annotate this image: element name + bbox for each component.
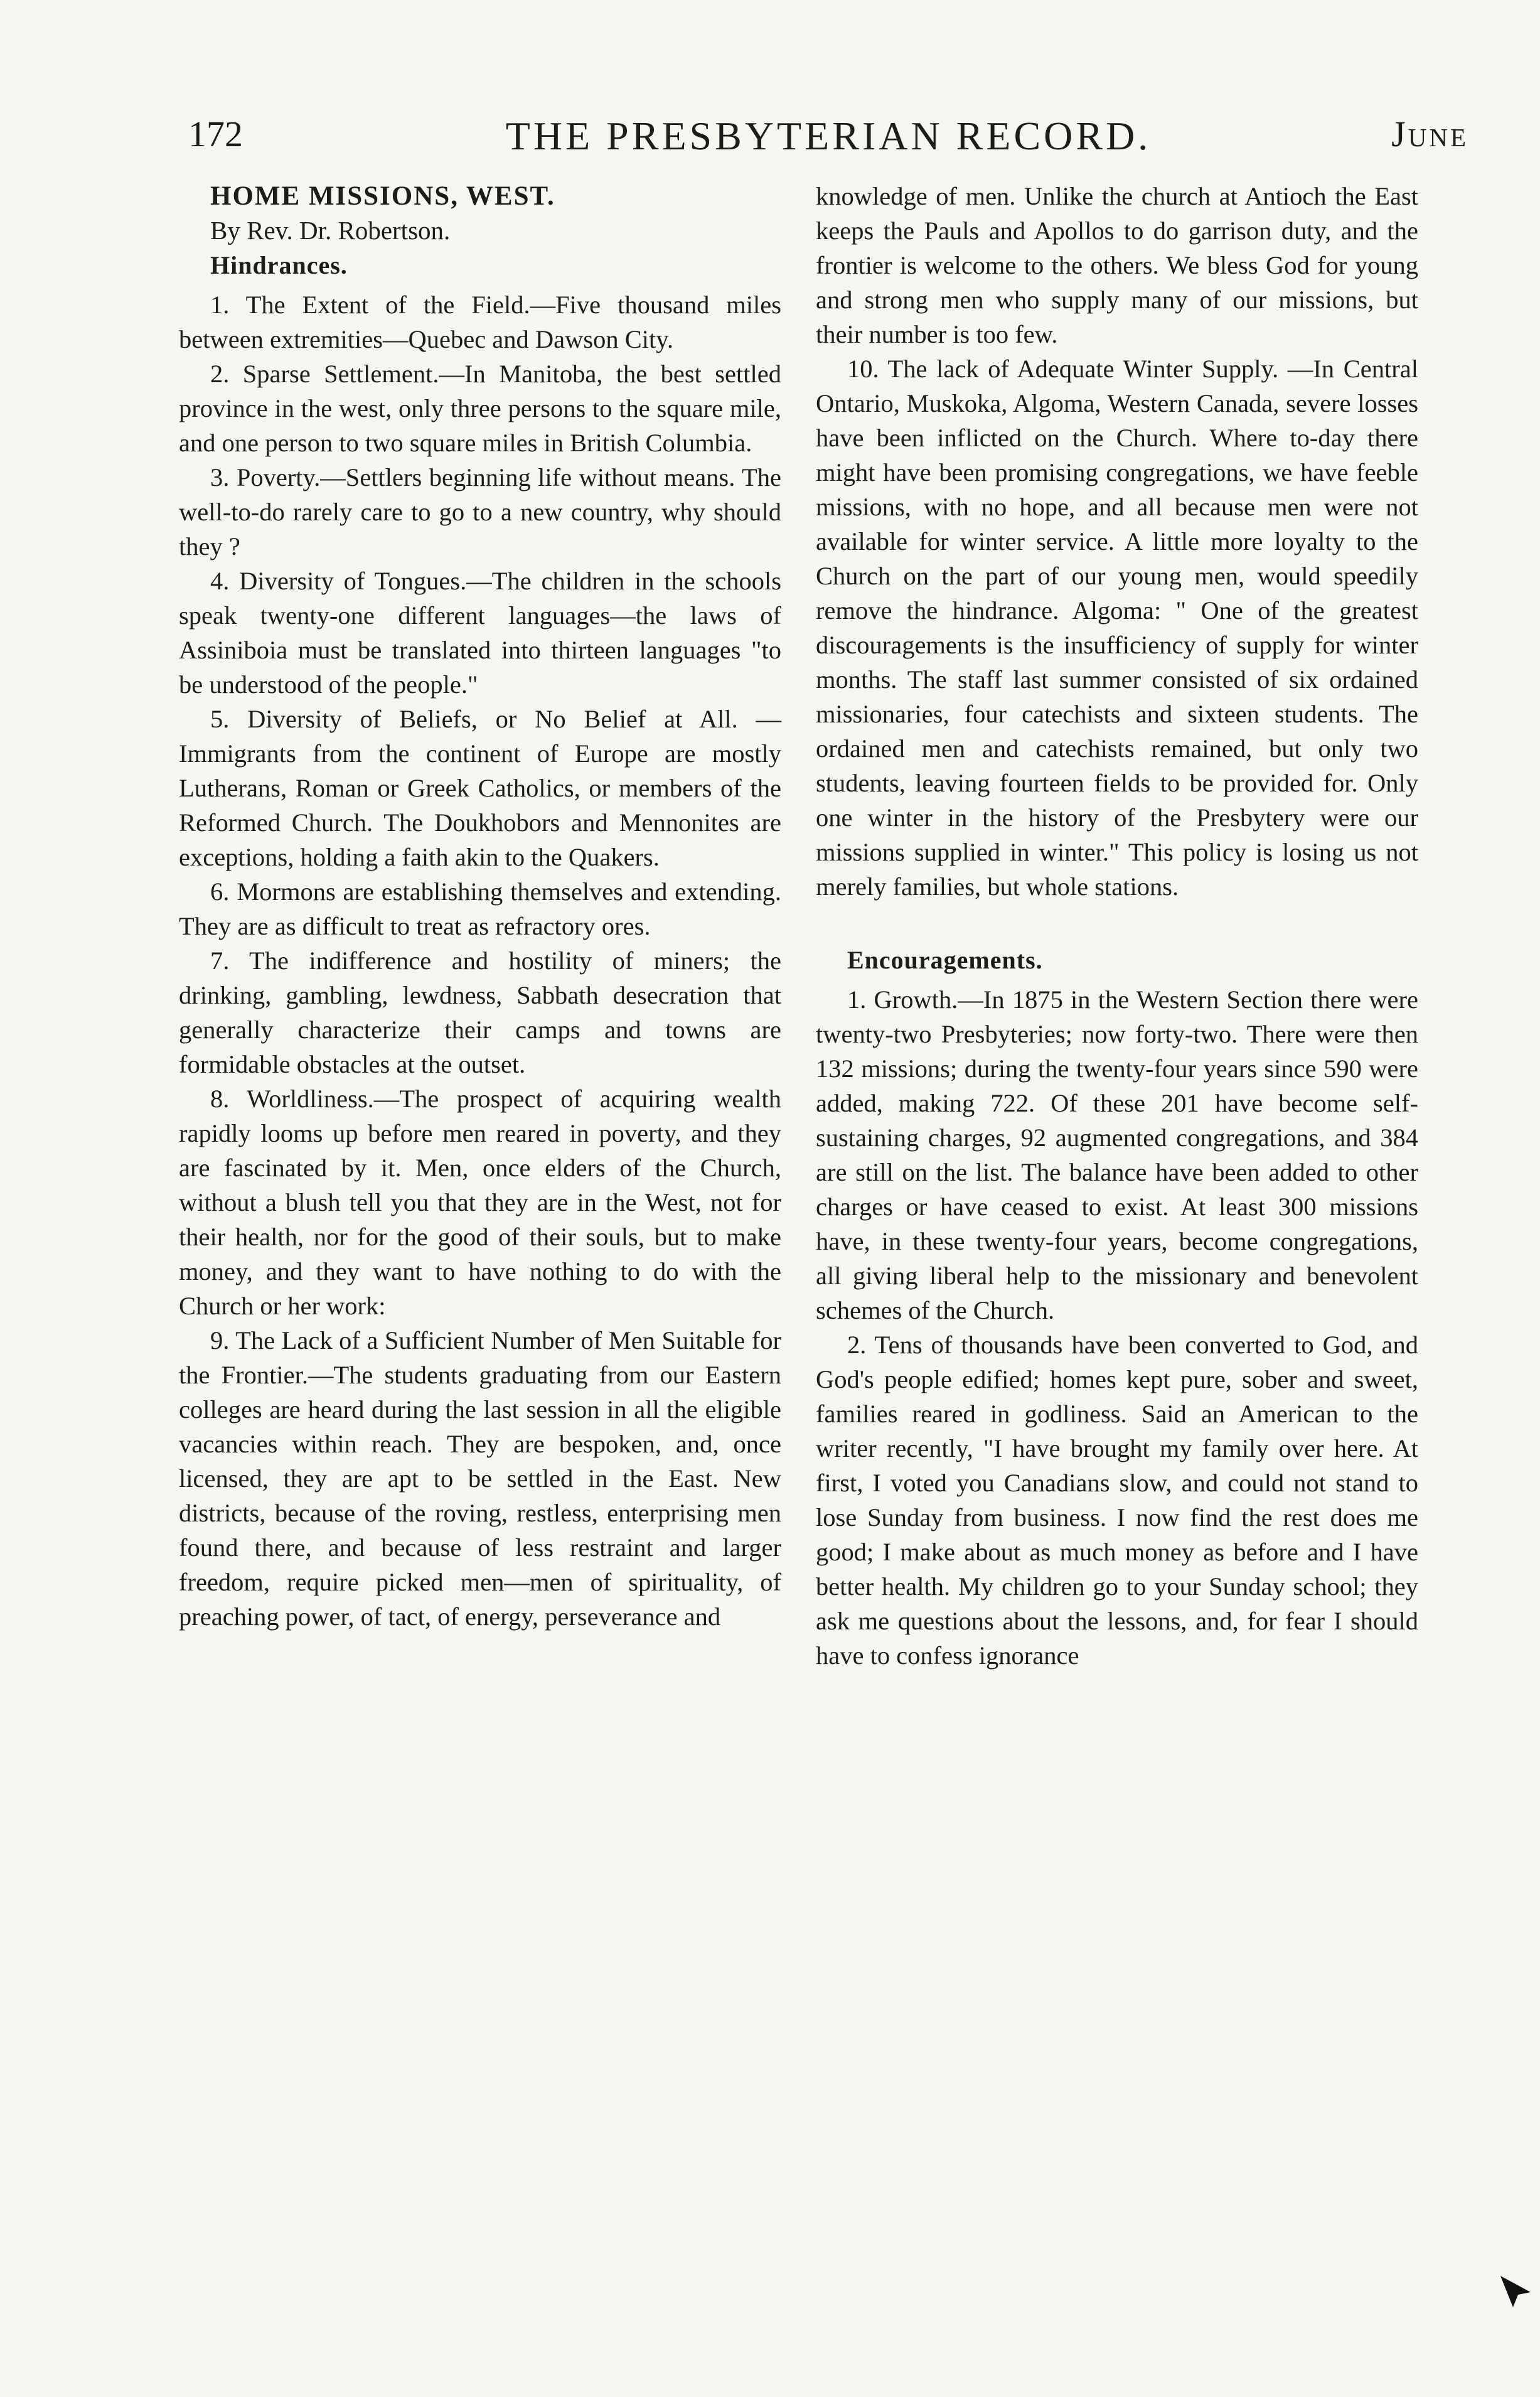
paragraph: 9. The Lack of a Sufficient Number of Men Suitable for the Frontier.—The students graduating from our Eastern colleges are heard during the last session in all the eligible vacancies within reach. They are bespoken, and, once licensed, they are apt to be settled in the East. New districts, because of the roving, restless, enterprising men found there, and because of less restraint and larger freedom, require picked men—men of spirituality, of preaching power, of tact, of energy, perseverance and <box>179 1326 781 1631</box>
paragraph: 7. The indifference and hostility of miners; the drinking, gambling, lewdness, Sabbath desecration that generally characterize their camps and towns are formidable obstacles at the outset. <box>179 946 781 1078</box>
issue-month: June <box>1391 114 1468 154</box>
running-head <box>188 113 1468 169</box>
paragraph: 4. Diversity of Tongues.—The children in the schools speak twenty-one different languages—the laws of Assiniboia must be translated into thirteen languages "to be understood of the people." <box>179 567 781 699</box>
article-title: HOME MISSIONS, WEST. <box>210 181 555 211</box>
periodical-title: THE PRESBYTERIAN RECORD. <box>505 114 1152 158</box>
paragraph: 1. Growth.—In 1875 in the Western Section there were twenty-two Presbyteries; now forty-two. There were then 132 missions; during the twenty-four years since 590 were added, making 722. Of these 201 have become self-sustaining charges, 92 augmented congregations, and 384 are still on the list. The balance have been added to other charges or have ceased to exist. At least 300 missions have, in these twenty-four years, become congregations, all giving liberal help to the missionary and benevolent schemes of the Church. <box>816 985 1418 1324</box>
paragraph: 1. The Extent of the Field.—Five thousand miles between extremities—Quebec and Dawson City. <box>179 291 781 353</box>
paragraph: 8. Worldliness.—The prospect of acquiring wealth rapidly looms up before men reared in poverty, and they are fascinated by it. Men, once elders of the Church, without a blush tell you that they are in the West, not for their health, nor for the good of their souls, but to make money, and they want to have nothing to do with the Church or her work: <box>179 1085 781 1320</box>
paragraph: 6. Mormons are establishing themselves and extending. They are as difficult to treat as refractory ores. <box>179 877 781 940</box>
right-column <box>816 179 1418 1673</box>
paragraph: 5. Diversity of Beliefs, or No Belief at All. —Immigrants from the continent of Europe are mostly Lutherans, Roman or Greek Catholics, or members of the Reformed Church. The Doukhobors and Mennonites are exceptions, holding a faith akin to the Quakers. <box>179 705 781 871</box>
section-heading-encouragements: Encouragements. <box>847 946 1043 974</box>
paragraph: 3. Poverty.—Settlers beginning life without means. The well-to-do rarely care to go to a new country, why should they ? <box>179 463 781 560</box>
paragraph: 10. The lack of Adequate Winter Supply. —In Central Ontario, Muskoka, Algoma, Western Canada, severe losses have been inflicted on the Church. Where to-day there might have been promising congregations, we have feeble missions, with no hope, and all because men were not available for winter service. A little more loyalty to the Church on the part of our young men, would speedily remove the hindrance. Algoma: " One of the greatest discouragements is the insufficiency of supply for winter months. The staff last summer consisted of six ordained missionaries, four catechists and sixteen students. The ordained men and catechists remained, but only two students, leaving fourteen fields to be provided for. Only one winter in the history of the Presbytery were our missions supplied in winter." This policy is losing us not merely families, but whole stations. <box>816 355 1418 901</box>
section-heading-hindrances: Hindrances. <box>210 251 348 279</box>
margin-arrow-icon <box>1497 2272 1534 2310</box>
paragraph: 2. Tens of thousands have been converted to God, and God's people edified; homes kept pure, sober and sweet, families reared in godliness. Said an American to the writer recently, "I have brought my family over here. At first, I voted you Canadians slow, and could not stand to lose Sunday from business. I now find the rest does me good; I make about as much money as before and I have better health. My children go to your Sunday school; they ask me questions about the lessons, and, for fear I should have to confess ignorance <box>816 1331 1418 1670</box>
article-byline: By Rev. Dr. Robertson. <box>210 216 451 245</box>
paragraph: 2. Sparse Settlement.—In Manitoba, the best settled province in the west, only three persons to the square mile, and one person to two square miles in British Columbia. <box>179 360 781 457</box>
left-column <box>179 179 781 1634</box>
paragraph-continuation: knowledge of men. Unlike the church at Antioch the East keeps the Pauls and Apollos to do garrison duty, and the frontier is welcome to the others. We bless God for young and strong men who supply many of our missions, but their number is too few. <box>816 182 1418 348</box>
page-number: 172 <box>188 114 243 154</box>
